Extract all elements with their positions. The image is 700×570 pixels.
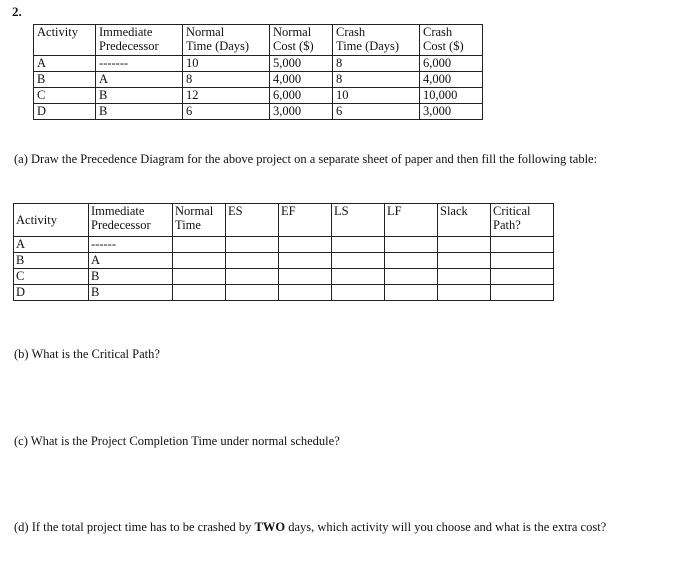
blank-cell[interactable] xyxy=(385,269,438,285)
cell-normal-cost: 6,000 xyxy=(270,88,333,104)
table-header-row xyxy=(34,25,483,56)
cell-crash-time: 8 xyxy=(333,56,420,72)
blank-cell[interactable] xyxy=(385,237,438,253)
blank-cell[interactable] xyxy=(332,269,385,285)
header-ef: EF xyxy=(279,204,332,237)
question-d-text: (d) If the total project time has to be crashed by TWO days, which activity will you choose and what is the extra cost? xyxy=(14,520,607,534)
project-data-table xyxy=(33,24,483,120)
cell-normal-time: 10 xyxy=(183,56,270,72)
blank-cell[interactable] xyxy=(438,253,491,269)
table-row xyxy=(34,56,483,72)
cell-crash-cost: 6,000 xyxy=(420,56,483,72)
blank-cell[interactable] xyxy=(385,285,438,301)
blank-cell[interactable] xyxy=(173,237,226,253)
table-row xyxy=(14,237,554,253)
cell-activity: C xyxy=(14,269,89,285)
table-row xyxy=(34,72,483,88)
cell-crash-cost: 3,000 xyxy=(420,104,483,120)
header-lf: LF xyxy=(385,204,438,237)
cell-activity: C xyxy=(34,88,96,104)
cell-normal-time: 8 xyxy=(183,72,270,88)
header-normal-time: Normal Time xyxy=(173,204,226,237)
blank-cell[interactable] xyxy=(173,269,226,285)
blank-cell[interactable] xyxy=(279,285,332,301)
cell-crash-time: 8 xyxy=(333,72,420,88)
header-normal-cost: Normal Cost ($) xyxy=(270,25,333,56)
blank-cell[interactable] xyxy=(438,237,491,253)
header-normal-time: Normal Time (Days) xyxy=(183,25,270,56)
header-es: ES xyxy=(226,204,279,237)
blank-cell[interactable] xyxy=(491,285,554,301)
header-activity: Activity xyxy=(14,204,89,237)
question-b-text: (b) What is the Critical Path? xyxy=(14,347,160,361)
table-header-row xyxy=(14,204,554,237)
cell-activity: D xyxy=(14,285,89,301)
cell-activity: A xyxy=(14,237,89,253)
header-crash-time: Crash Time (Days) xyxy=(333,25,420,56)
blank-cell[interactable] xyxy=(332,253,385,269)
header-critical-path: Critical Path? xyxy=(491,204,554,237)
cell-normal-cost: 5,000 xyxy=(270,56,333,72)
blank-cell[interactable] xyxy=(173,253,226,269)
header-crash-cost: Crash Cost ($) xyxy=(420,25,483,56)
cell-predecessor: ------ xyxy=(89,237,173,253)
question-a-text: (a) Draw the Precedence Diagram for the above project on a separate sheet of paper and then fill the following table: xyxy=(14,152,598,166)
blank-cell[interactable] xyxy=(438,285,491,301)
cell-crash-cost: 10,000 xyxy=(420,88,483,104)
header-immediate-predecessor: Immediate Predecessor xyxy=(89,204,173,237)
cell-predecessor: B xyxy=(96,88,183,104)
blank-cell[interactable] xyxy=(226,285,279,301)
blank-cell[interactable] xyxy=(332,285,385,301)
header-ls: LS xyxy=(332,204,385,237)
cell-normal-time: 6 xyxy=(183,104,270,120)
blank-cell[interactable] xyxy=(173,285,226,301)
table-row xyxy=(34,88,483,104)
answer-table xyxy=(13,203,554,301)
cell-predecessor: B xyxy=(89,269,173,285)
blank-cell[interactable] xyxy=(385,253,438,269)
cell-activity: A xyxy=(34,56,96,72)
blank-cell[interactable] xyxy=(226,253,279,269)
header-activity: Activity xyxy=(34,25,96,56)
blank-cell[interactable] xyxy=(279,269,332,285)
cell-activity: D xyxy=(34,104,96,120)
question-number: 2. xyxy=(12,4,22,19)
cell-normal-time: 12 xyxy=(183,88,270,104)
blank-cell[interactable] xyxy=(438,269,491,285)
header-slack: Slack xyxy=(438,204,491,237)
blank-cell[interactable] xyxy=(491,269,554,285)
cell-predecessor: A xyxy=(89,253,173,269)
blank-cell[interactable] xyxy=(226,237,279,253)
cell-predecessor: ------- xyxy=(96,56,183,72)
blank-cell[interactable] xyxy=(332,237,385,253)
table-row xyxy=(34,104,483,120)
table-row xyxy=(14,253,554,269)
blank-cell[interactable] xyxy=(279,237,332,253)
cell-crash-time: 6 xyxy=(333,104,420,120)
header-immediate-predecessor: Immediate Predecessor xyxy=(96,25,183,56)
cell-normal-cost: 3,000 xyxy=(270,104,333,120)
table-row xyxy=(14,285,554,301)
cell-crash-time: 10 xyxy=(333,88,420,104)
blank-cell[interactable] xyxy=(226,269,279,285)
blank-cell[interactable] xyxy=(491,237,554,253)
cell-activity: B xyxy=(34,72,96,88)
cell-predecessor: A xyxy=(96,72,183,88)
cell-normal-cost: 4,000 xyxy=(270,72,333,88)
blank-cell[interactable] xyxy=(279,253,332,269)
question-c-text: (c) What is the Project Completion Time under normal schedule? xyxy=(14,434,340,448)
cell-crash-cost: 4,000 xyxy=(420,72,483,88)
table-row xyxy=(14,269,554,285)
cell-predecessor: B xyxy=(89,285,173,301)
emphasis-two: TWO xyxy=(254,520,286,534)
cell-predecessor: B xyxy=(96,104,183,120)
blank-cell[interactable] xyxy=(491,253,554,269)
cell-activity: B xyxy=(14,253,89,269)
